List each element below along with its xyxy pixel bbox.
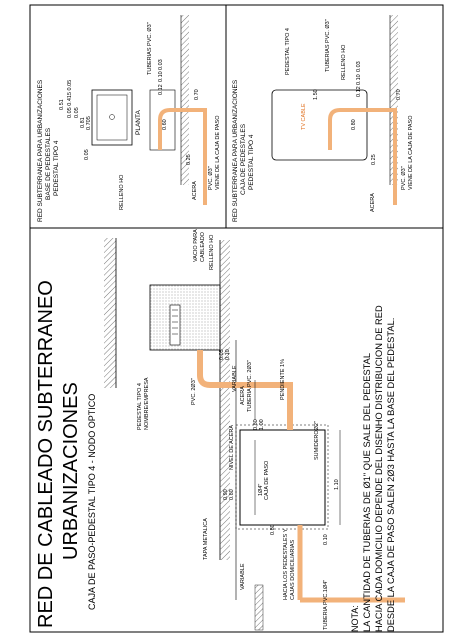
dim-110: 1.10 [334, 479, 340, 490]
main-title-line2: URBANIZACIONES [60, 382, 82, 560]
wall-hatch [255, 585, 263, 630]
base-dim-003: 0.03 [158, 59, 164, 70]
caja-title-2: CAJA DE PEDESTALES [240, 123, 247, 195]
dim-005: 0.05 [219, 349, 225, 360]
caja-dim-012: 0.12 [356, 86, 362, 97]
label-variable2: VARIABLE [240, 563, 246, 590]
base-dim-005a: 0.05 [74, 107, 80, 118]
pedestal-vent [170, 305, 180, 345]
label-nombre-empresa: NOMBRE/EMPRESA [144, 377, 150, 430]
base-title-1: RED SUBTERRANEA PARA URBANIZACIONES [37, 79, 44, 222]
dim-010b: 0.10 [323, 534, 329, 545]
dim-080b: 0.80 [229, 489, 235, 500]
main-subtitle: CAJA DE PASO-PEDESTAL TIPO 4 - NODO OPTICO [87, 393, 97, 610]
caja-dim-080: 0.80 [351, 119, 357, 130]
main-title: RED DE CABLEADO SUBTERRANEO [35, 280, 57, 628]
base-dim-051: 0.51 [59, 99, 65, 110]
base-plan-inner [97, 95, 127, 140]
label-vacio: VACIO PARA [193, 229, 199, 262]
dim-090: 0.90 [223, 489, 229, 500]
base-planta-label: PLANTA [135, 110, 142, 135]
caja-dim-150: 1.50 [313, 89, 319, 100]
base-title-2: BASE DE PEDESTALES [45, 127, 52, 200]
base-dim-070: 0.70 [194, 89, 200, 100]
main-panel [35, 229, 405, 632]
caja-dim-010: 0.10 [356, 74, 362, 85]
base-dim-060: 0.60 [162, 119, 168, 130]
base-pvc-line2: VIENE DE LA CAJA DE PASO [215, 115, 221, 190]
label-pendiente: PENDIENTE 1% [280, 359, 286, 400]
base-acera-label: ACERA [192, 181, 198, 200]
base-pvc-line1: PVC. Ø3" [208, 166, 214, 190]
caja-dim-070: 0.70 [396, 89, 402, 100]
dim-100: 1.00 [259, 419, 265, 430]
caja-dim-025: 0.25 [371, 154, 377, 165]
label-tuberia-2o3: TUBERIA PVC. 2Ø3" [247, 360, 253, 412]
sidewalk-hatch [220, 240, 230, 560]
label-caja-1o4: 1Ø4" [258, 483, 264, 496]
label-relleno: RELLENO HO [209, 234, 215, 270]
caja-tv-cable: TV CABLE [301, 103, 307, 130]
label-cajas-domiciliarias: CAJAS DOMICILIARIAS [290, 539, 296, 600]
caja-tuberias-label: TUBERIAS PVC. Ø3" [325, 19, 331, 72]
label-variable: VARIABLE [232, 365, 238, 392]
base-dim-081: 0.81 [80, 117, 86, 128]
base-dim-toprow: 0.05 0.415 0.05 [67, 79, 73, 118]
note-line-2: HACIA CADA DOMICILIO DEPENDE DEL DISENHO DISTRIBUCION DE RED [374, 305, 384, 632]
base-relleno-label: RELLENO HO [119, 174, 125, 210]
caja-pvc-line2: VIENE DE LA CAJA DE PASO [408, 115, 414, 190]
note-line-3: DESDE LA CAJA DE PASO SALEN 2Ø3 HASTA LA BASE DEL PEDESTAL. [386, 317, 396, 632]
caja-de-paso [240, 430, 325, 525]
label-acera: ACERA [240, 386, 246, 405]
base-dim-005b: 0.05 [84, 149, 90, 160]
note-line-1: LA CANTIDAD DE TUBERIAS DE Ø1" QUE SALE DEL PEDESTAL [362, 352, 372, 632]
note-title: NOTA: [350, 605, 360, 632]
label-tuberia-1o4: TUBERIA PVC.1Ø4" [323, 579, 329, 630]
base-dim-012: 0.12 [158, 84, 164, 95]
panel-base [37, 15, 221, 222]
caja-acera-label: ACERA [370, 193, 376, 212]
base-dim-0705: 0.705 [86, 116, 92, 130]
base-dim-010: 0.10 [158, 71, 164, 82]
label-pvc-2o3: PVC. 2Ø3" [191, 378, 197, 405]
base-title-3: PEDESTAL TIPO 4 [53, 140, 60, 196]
caja-title-1: RED SUBTERRANEA PARA URBANIZACIONES [232, 79, 239, 222]
caja-dim-003: 0.03 [356, 61, 362, 72]
caja-pipe [330, 110, 395, 205]
label-tapa-metalica: TAPA METALICA [203, 518, 209, 560]
dim-080c: 0.80 [270, 524, 276, 535]
caja-pedestal-label: PEDESTAL TIPO 4 [285, 28, 291, 75]
label-pedestal: PEDESTAL TIPO 4 [137, 383, 143, 430]
dim-010: 0.10 [225, 349, 231, 360]
pedestal-box [150, 285, 220, 350]
dim-080a: 0.80 [253, 419, 259, 430]
label-nivel-acera: NIVEL DE ACERA [229, 424, 235, 470]
label-hacia-pedestales: HACIA LOS PEDESTALES Y [283, 528, 289, 600]
caja-relleno-label: RELLENO HO [341, 44, 347, 80]
label-caja-de-paso: CAJA DE PASO [264, 460, 270, 500]
panel-caja [232, 15, 414, 222]
label-sumidero: SUMIDEROØ2" [314, 421, 320, 460]
base-plan-outer [92, 90, 132, 145]
caja-pvc-line1: PVC. Ø3" [401, 166, 407, 190]
base-tuberias-label: TUBERIAS PVC. Ø3" [147, 22, 153, 75]
base-dim-025: 0.25 [186, 154, 192, 165]
label-cableado: CABLEADO [200, 232, 206, 262]
caja-title-3: PEDESTAL TIPO 4 [248, 134, 255, 190]
ground-hatch [104, 238, 116, 388]
